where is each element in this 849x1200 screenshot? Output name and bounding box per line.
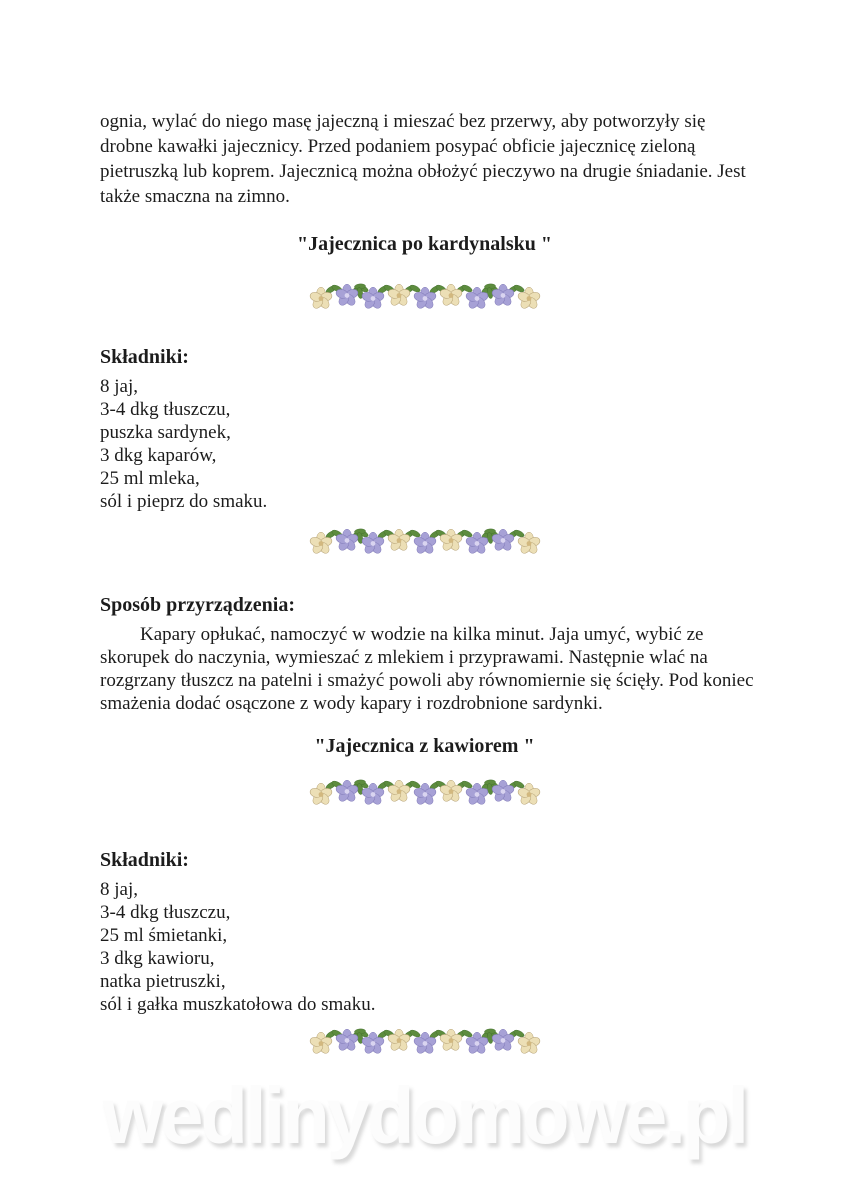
- flower-garland-divider: [0, 283, 849, 311]
- ingredient-item: 3-4 dkg tłuszczu,: [100, 399, 231, 420]
- ingredient-item: 25 ml mleka,: [100, 468, 200, 489]
- ingredient-item: 3 dkg kaparów,: [100, 445, 217, 466]
- ingredient-item: sól i gałka muszkatołowa do smaku.: [100, 994, 376, 1015]
- method-section: [100, 594, 754, 715]
- ingredients-list: [100, 878, 754, 1016]
- ingredient-item: 8 jaj,: [100, 376, 138, 397]
- flower-garland-divider: [0, 1028, 849, 1056]
- ingredient-item: 8 jaj,: [100, 879, 138, 900]
- ingredient-item: 25 ml śmietanki,: [100, 925, 228, 946]
- flower-garland-divider: [0, 528, 849, 556]
- ingredients-section: [100, 346, 754, 513]
- flower-garland-divider: [0, 779, 849, 807]
- ingredient-item: 3-4 dkg tłuszczu,: [100, 902, 231, 923]
- ingredient-item: sól i pieprz do smaku.: [100, 491, 268, 512]
- ingredients-list: [100, 375, 754, 513]
- intro-paragraph: ognia, wylać do niego masę jajeczną i mieszać bez przerwy, aby potworzyły się drobne kawałki jajecznicy. Przed podaniem posypać obficie jajecznicę zieloną pietruszką lub koprem. Jajecznicą można obłożyć pieczywo na drugie śniadanie. Jest także smaczna na zimno.: [100, 111, 746, 207]
- recipe-title: "Jajecznica z kawiorem ": [314, 735, 535, 757]
- ingredients-heading: Składniki:: [100, 346, 189, 368]
- ingredients-section: [100, 849, 754, 1016]
- ingredient-item: 3 dkg kawioru,: [100, 948, 215, 969]
- recipe-title: "Jajecznica po kardynalsku ": [296, 233, 552, 255]
- ingredient-item: natka pietruszki,: [100, 971, 226, 992]
- ingredients-heading: Składniki:: [100, 849, 189, 871]
- ingredient-item: puszka sardynek,: [100, 422, 231, 443]
- method-heading: Sposób przyrządzenia:: [100, 594, 295, 616]
- method-paragraph: Kapary opłukać, namoczyć w wodzie na kilka minut. Jaja umyć, wybić ze skorupek do naczynia, wymieszać z mlekiem i przyprawami. Następnie wlać na rozgrzany tłuszcz na patelni i smażyć powoli aby równomiernie się ścięły. Pod koniec smażenia dodać osączone z wody kapary i rozdrobnione sardynki.: [100, 624, 754, 714]
- watermark: wedlinydomowe.pl: [102, 1071, 747, 1160]
